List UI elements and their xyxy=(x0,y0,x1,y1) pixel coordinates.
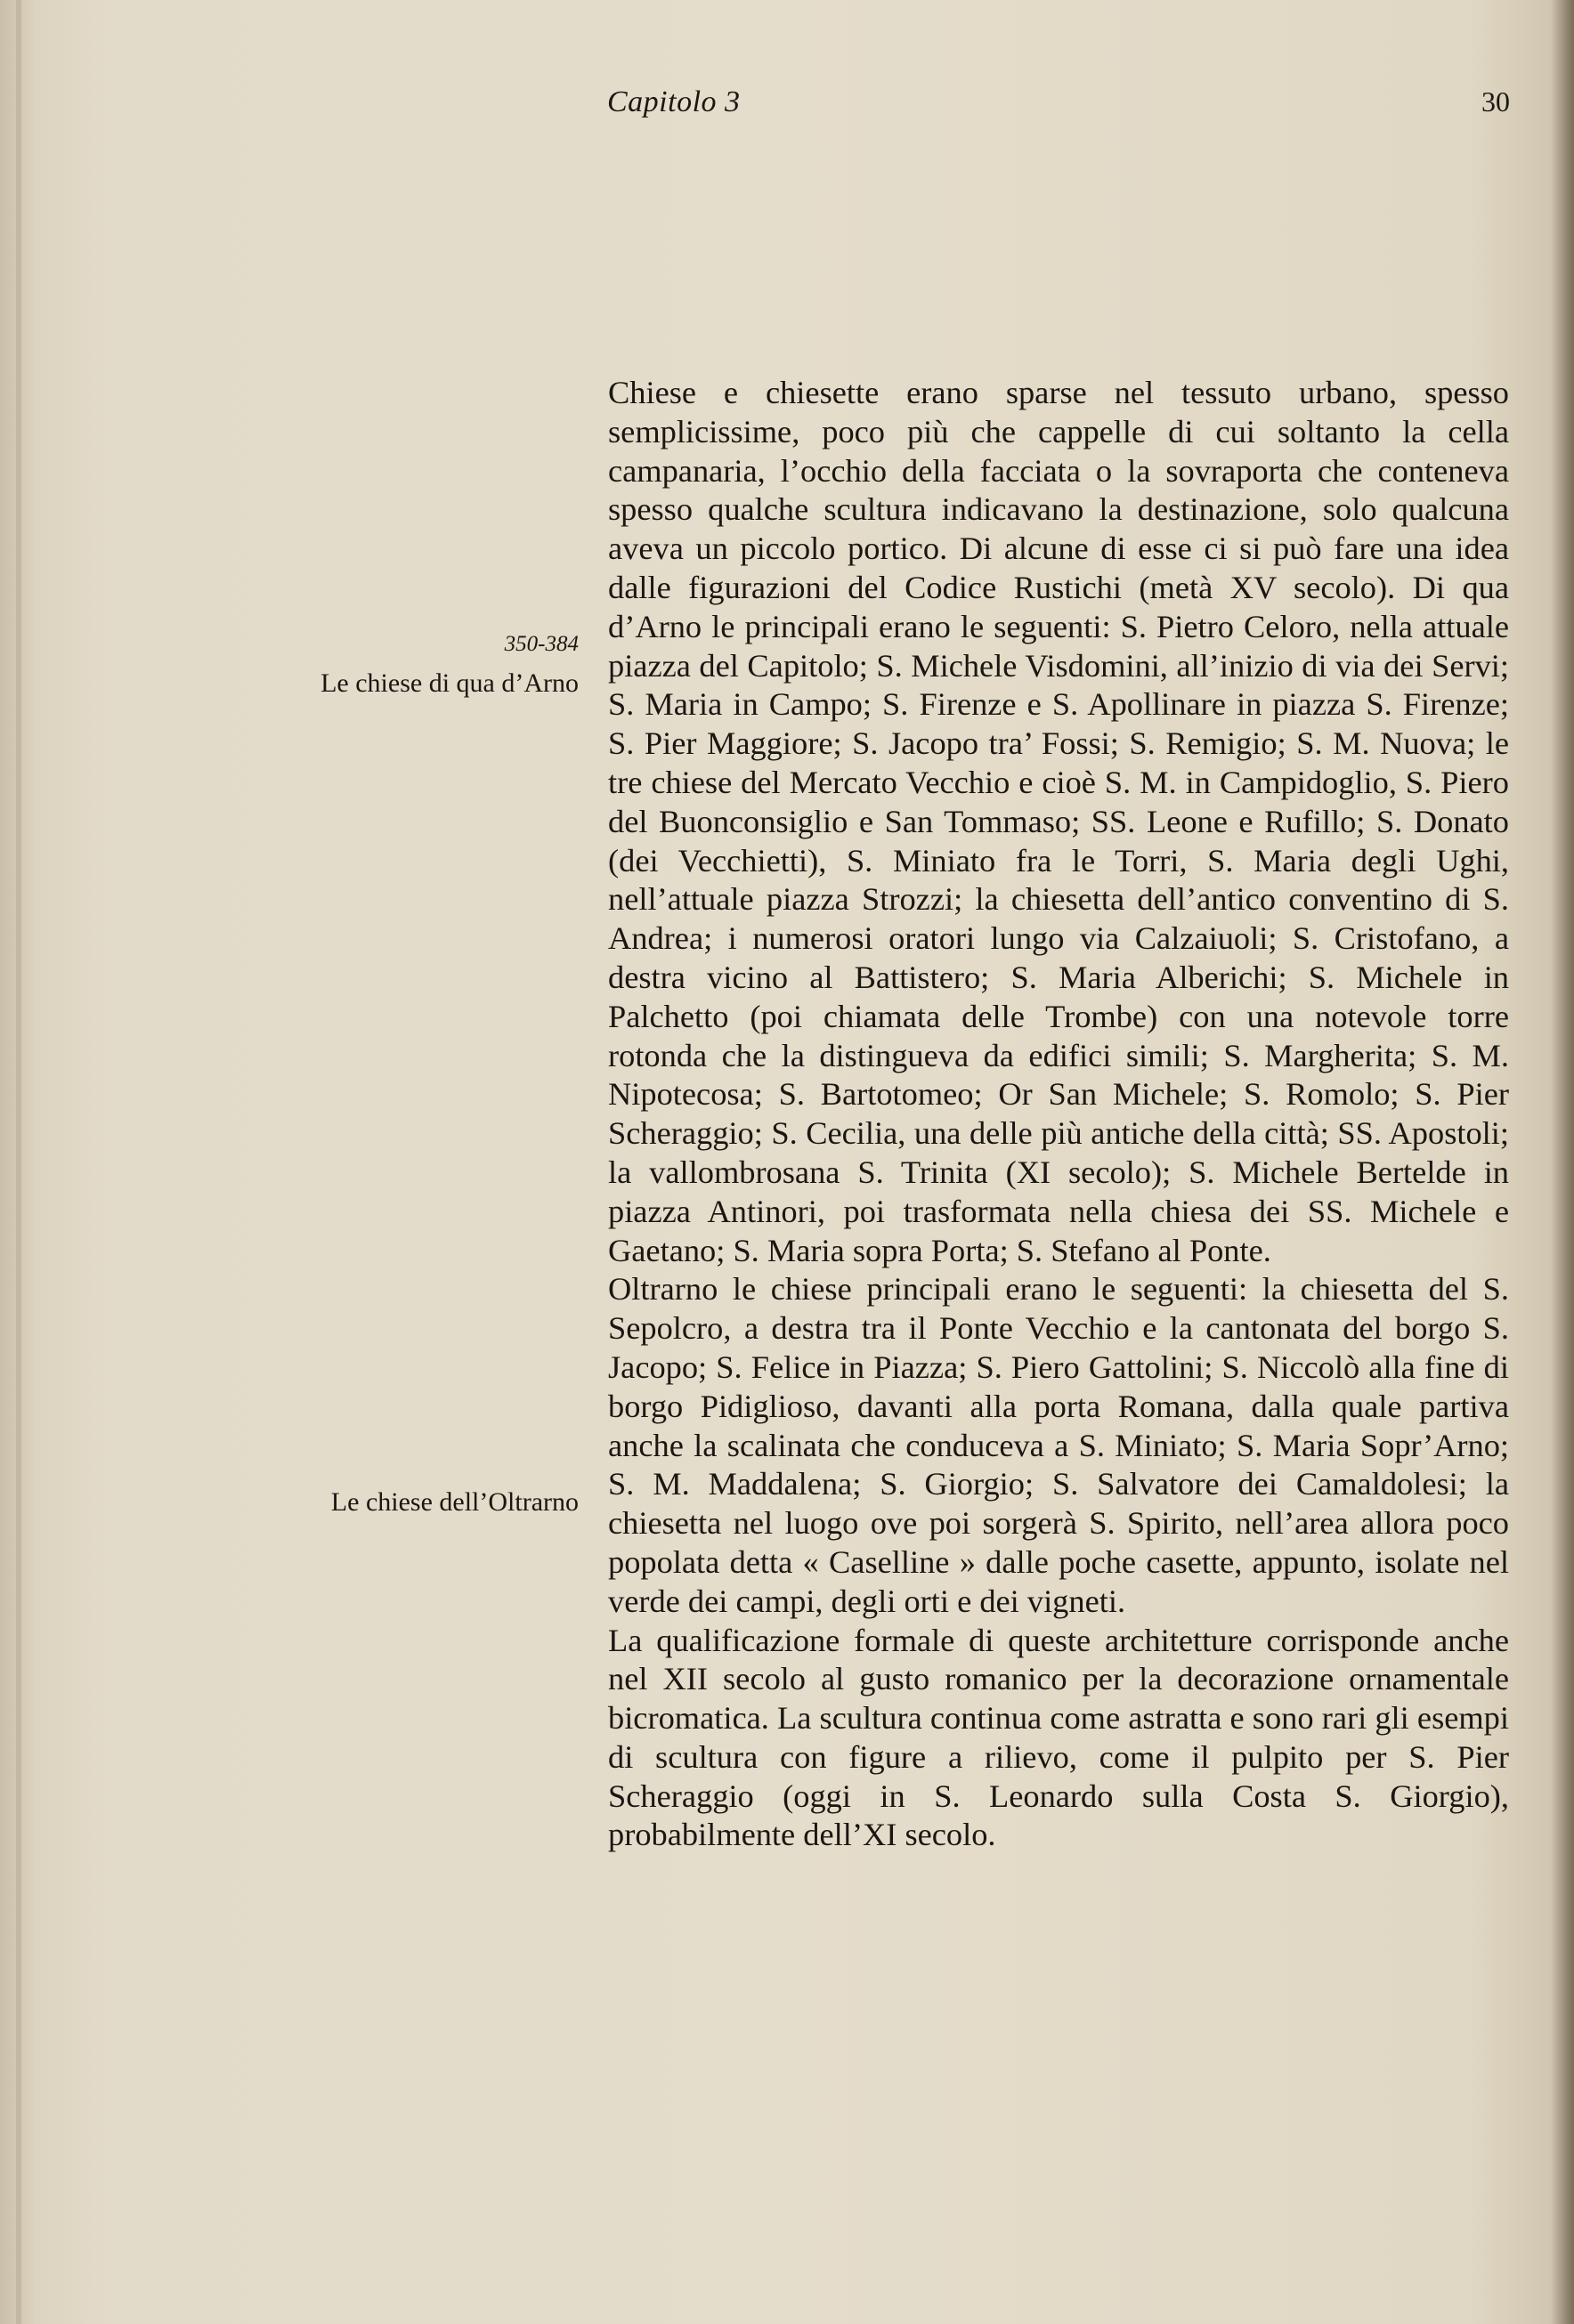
sidenote-reference: 350-384 xyxy=(504,632,579,656)
page-edge-shadow xyxy=(1551,0,1574,2324)
chapter-title: Capitolo 3 xyxy=(607,85,741,118)
main-text xyxy=(608,374,1509,1855)
paragraph-churches-qua-darno: Chiese e chiesette erano sparse nel tessuto urbano, spesso semplicissime, poco più che cappelle di cui soltanto la cella campanaria, l’occhio della facciata o la sovraporta che conteneva spesso qualche scultura indicavano la destinazione, solo qualcuna aveva un piccolo portico. Di alcune di esse ci si può fare una idea dalle figurazioni del Codice Rustichi (metà XV secolo). Di qua d’Arno le principali erano le seguenti: S. Pietro Celoro, nella attuale piazza del Capitolo; S. Michele Visdomini, all’inizio di via dei Servi; S. Maria in Campo; S. Firenze e S. Apollinare in piazza S. Firenze; S. Pier Maggiore; S. Jacopo tra’ Fossi; S. Remigio; S. M. Nuova; le tre chiese del Mercato Vecchio e cioè S. M. in Campidoglio, S. Piero del Buonconsiglio e San Tommaso; SS. Leone e Rufillo; S. Donato (dei Vecchietti), S. Miniato fra le Torri, S. Maria degli Ughi, nell’attuale piazza Strozzi; la chiesetta dell’antico conventino di S. Andrea; i numerosi oratori lungo via Calzaiuoli; S. Cristofano, a destra vicino al Battistero; S. Maria Alberichi; S. Michele in Palchetto (poi chiamata delle Trombe) con una notevole torre rotonda che la distingueva da edifici simili; S. Margherita; S. M. Nipotecosa; S. Bartotomeo; Or San Michele; S. Romolo; S. Pier Scheraggio; S. Cecilia, una delle più antiche della città; SS. Apostoli; la vallombrosana S. Trinita (XI secolo); S. Michele Bertelde in piazza Antinori, poi trasformata nella chiesa dei SS. Michele e Gaetano; S. Maria sopra Porta; S. Stefano al Ponte. xyxy=(608,375,1509,1268)
page-number: 30 xyxy=(1481,85,1510,117)
paragraph-churches-oltrarno: Oltrarno le chiese principali erano le seguenti: la chiesetta del S. Sepolcro, a destra tra il Ponte Vecchio e la cantonata del borgo S. Jacopo; S. Felice in Piazza; S. Piero Gattolini; S. Niccolò alla fine di borgo Pidiglioso, davanti alla porta Romana, dalla quale partiva anche la scalinata che conduceva a S. Miniato; S. Maria Sopr’Arno; S. M. Maddalena; S. Giorgio; S. Salvatore dei Camaldolesi; la chiesetta nel luogo ove poi sorgerà S. Spirito, nell’area allora poco popolata detta « Caselline » dalle poche casette, appunto, isolate nel verde dei campi, degli orti e dei vigneti. xyxy=(608,1271,1509,1619)
paragraph-romanesque: La qualificazione formale di queste architetture corrisponde anche nel XII secolo al gusto romanico per la decorazione ornamentale bicromatica. La scultura continua come astratta e sono rari gli esempi di scultura con figure a rilievo, come il pulpito per S. Pier Scheraggio (oggi in S. Leonardo sulla Costa S. Giorgio), probabilmente dell’XI secolo. xyxy=(608,1622,1509,1853)
sidenote-oltrarno xyxy=(178,1483,579,1522)
running-header xyxy=(0,85,1574,130)
sidenote-qua-darno xyxy=(178,625,579,703)
page-gutter xyxy=(16,0,21,2324)
sidenote-heading-oltrarno: Le chiese dell’Oltrarno xyxy=(330,1487,579,1517)
sidenote-heading-qua-darno: Le chiese di qua d’Arno xyxy=(320,668,579,698)
